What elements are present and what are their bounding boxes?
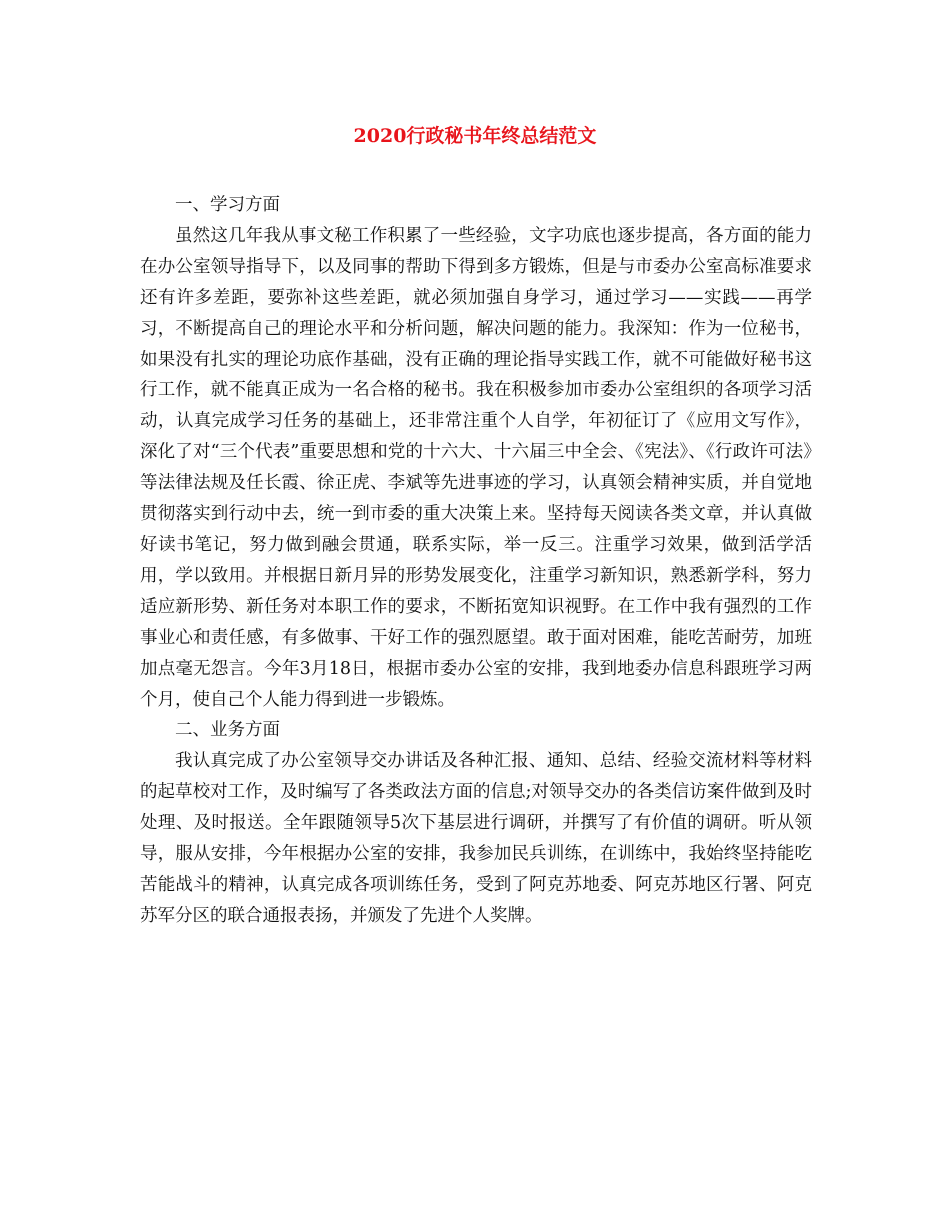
- paragraph-business: 我认真完成了办公室领导交办讲话及各种汇报、通知、总结、经验交流材料等材料的起草校对工作，及时编写了各类政法方面的信息;对领导交办的各类信访案件做到及时处理、及时报送。全年跟随领导5次下基层进行调研，并撰写了有价值的调研。听从领导，服从安排，今年根据办公室的安排，我参加民兵训练，在训练中，我始终坚持能吃苦能战斗的精神，认真完成各项训练任务，受到了阿克苏地委、阿克苏地区行署、阿克苏军分区的联合通报表扬，并颁发了先进个人奖牌。: [140, 751, 812, 926]
- document-body: [140, 190, 812, 932]
- paragraph-study: 虽然这几年我从事文秘工作积累了一些经验，文字功底也逐步提高，各方面的能力在办公室领导指导下，以及同事的帮助下得到多方锻炼，但是与市委办公室高标准要求还有许多差距，要弥补这些差距，就必须加强自身学习，通过学习——实践——再学习，不断提高自己的理论水平和分析问题，解决问题的能力。我深知：作为一位秘书，如果没有扎实的理论功底作基础，没有正确的理论指导实践工作，就不可能做好秘书这行工作，就不能真正成为一名合格的秘书。我在积极参加市委办公室组织的各项学习活动，认真完成学习任务的基础上，还非常注重个人自学，年初征订了《应用文写作》，深化了对“三个代表”重要思想和党的十六大、十六届三中全会、《宪法》、《行政许可法》等法律法规及任长霞、徐正虎、李斌等先进事迹的学习，认真领会精神实质，并自觉地贯彻落实到行动中去，统一到市委的重大决策上来。坚持每天阅读各类文章，并认真做好读书笔记，努力做到融会贯通，联系实际，举一反三。注重学习效果，做到活学活用，学以致用。并根据日新月异的形势发展变化，注重学习新知识，熟悉新学科，努力适应新形势、新任务对本职工作的要求，不断拓宽知识视野。在工作中我有强烈的工作事业心和责任感，有多做事、干好工作的强烈愿望。敢于面对困难，能吃苦耐劳，加班加点毫无怨言。今年3月18日，根据市委办公室的安排，我到地委办信息科跟班学习两个月，使自己个人能力得到进一步锻炼。: [140, 225, 812, 710]
- document-title: 2020行政秘书年终总结范文: [353, 125, 597, 147]
- section-heading-study: 一、学习方面: [175, 195, 280, 215]
- section-heading-business: 二、业务方面: [175, 720, 280, 741]
